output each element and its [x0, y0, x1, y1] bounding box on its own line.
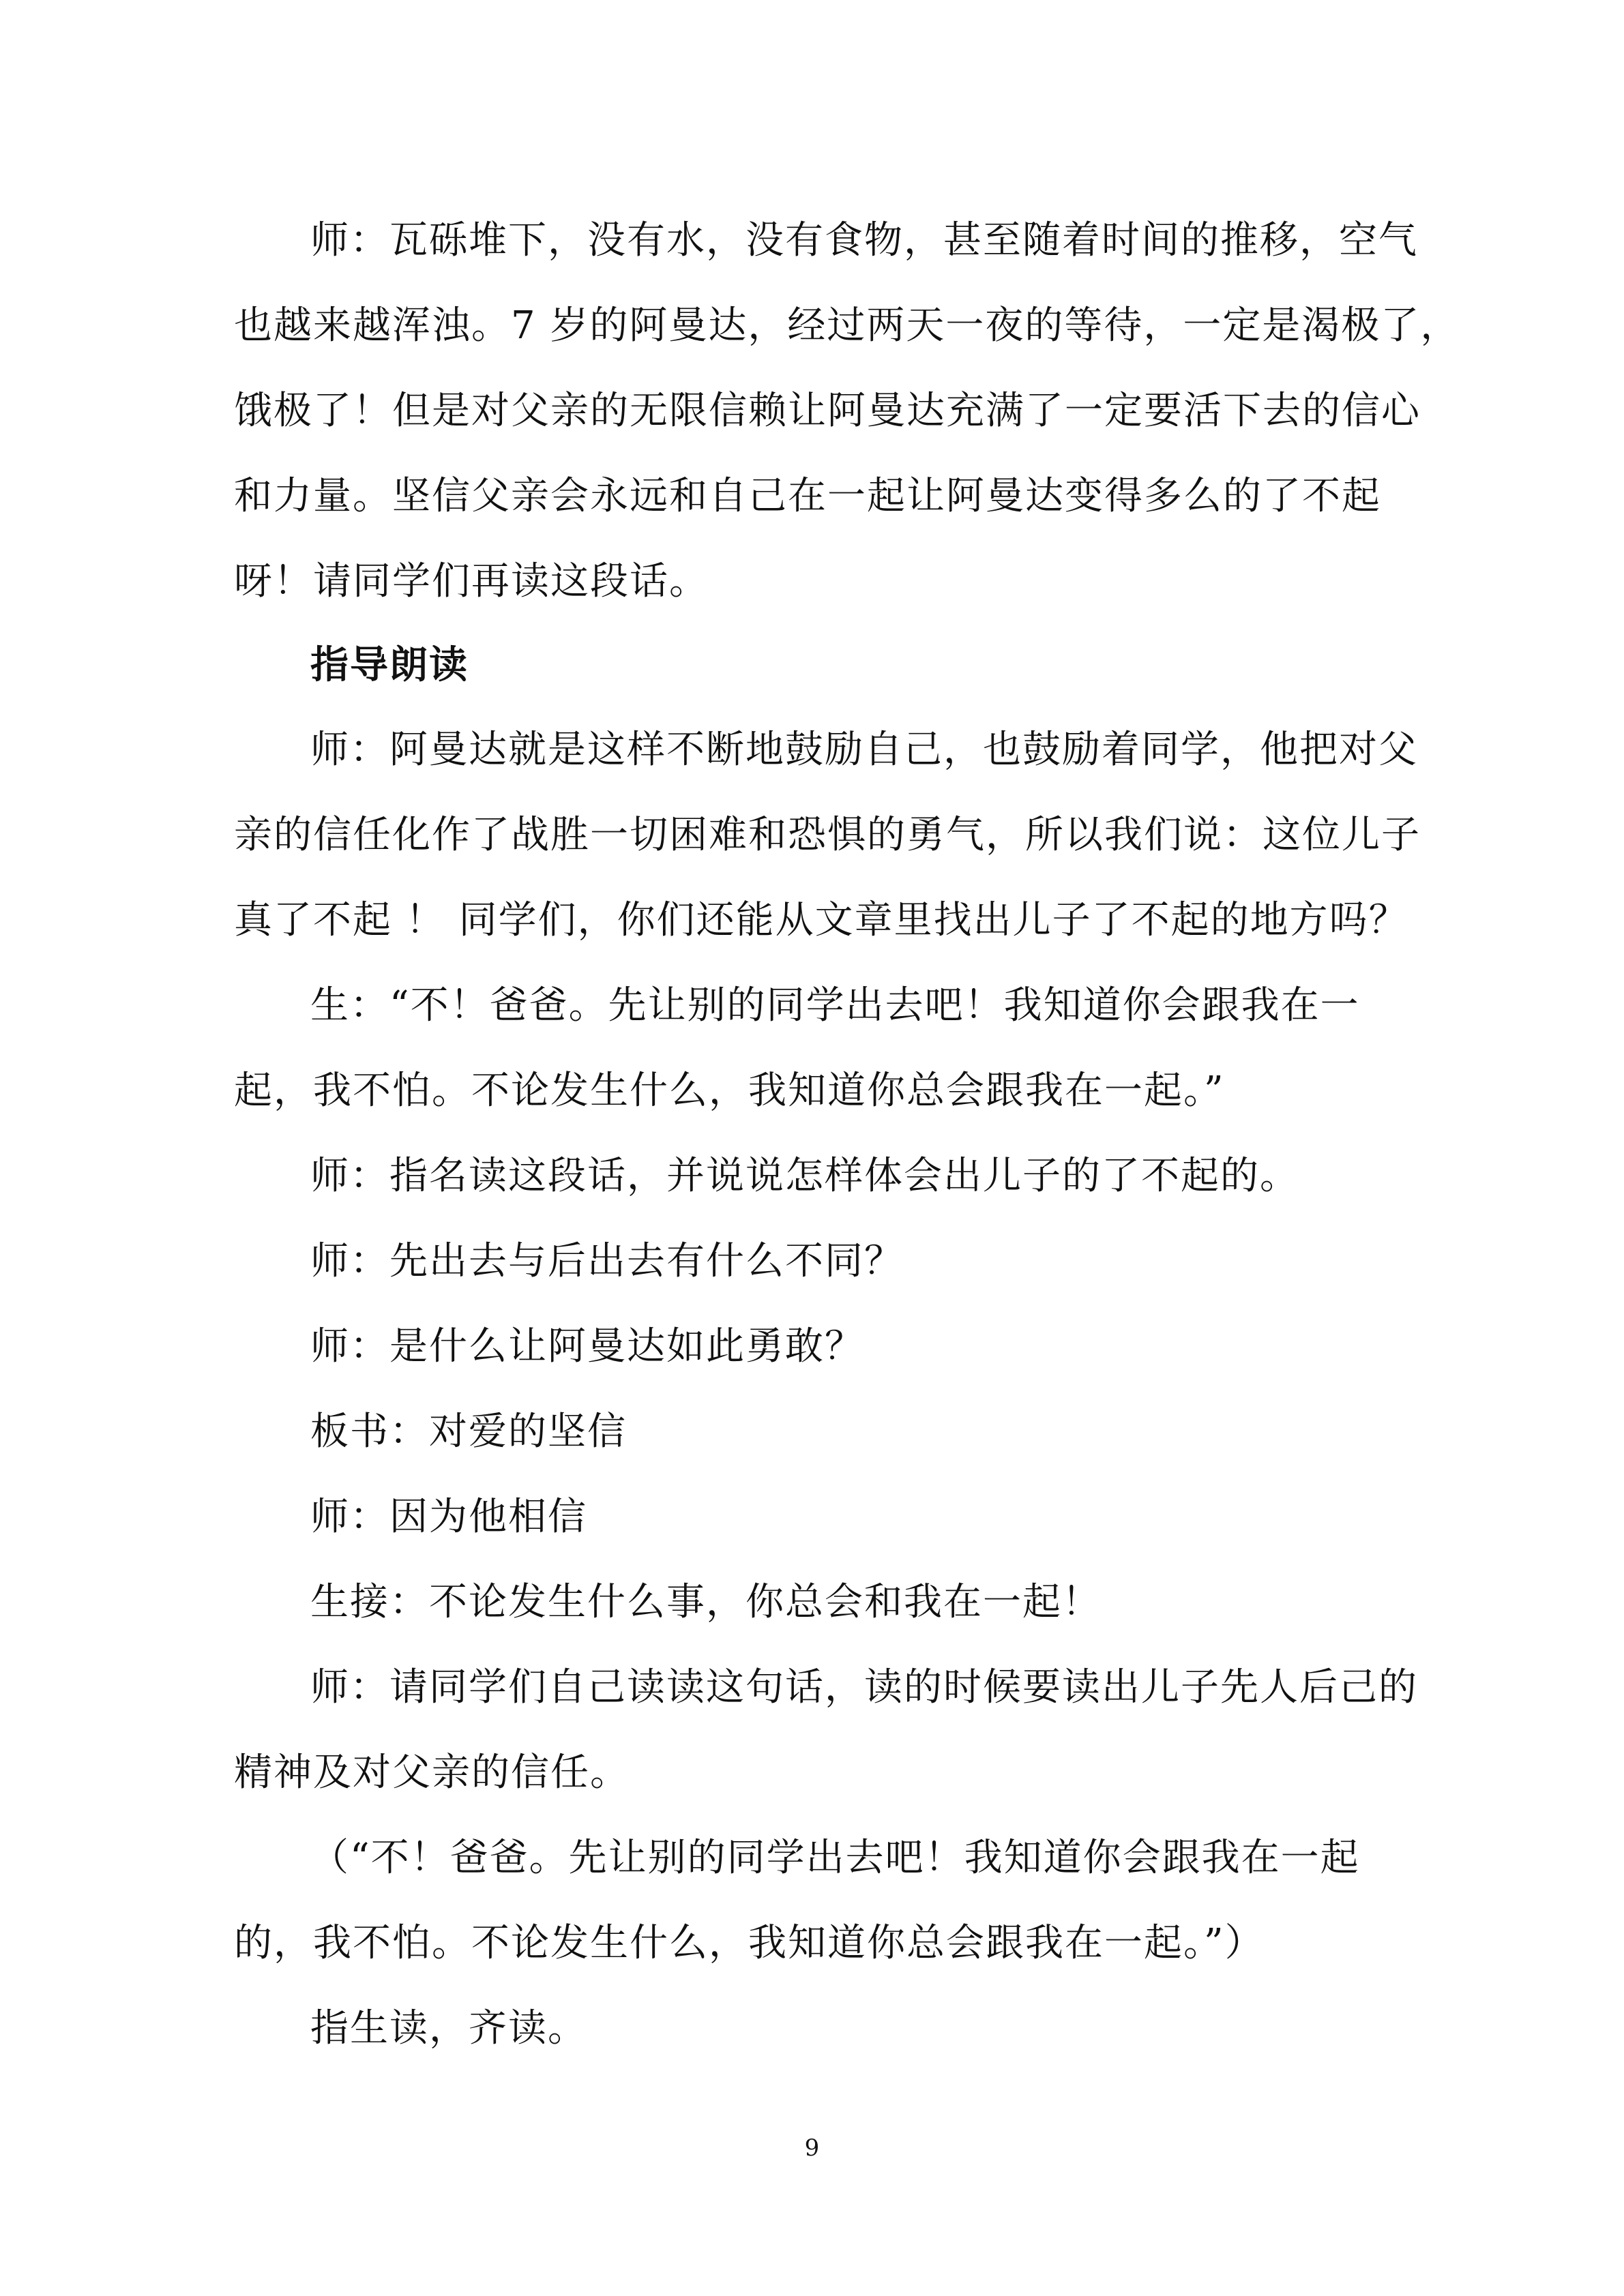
paragraph-line: 师：请同学们自己读读这句话，读的时候要读出儿子先人后己的: [310, 1665, 1418, 1710]
paragraph-line: 饿极了！但是对父亲的无限信赖让阿曼达充满了一定要活下去的信心: [234, 389, 1421, 433]
section-heading: 指导朗读: [310, 643, 469, 687]
paragraph-line: 也越来越浑浊。7 岁的阿曼达，经过两天一夜的等待，一定是渴极了，: [234, 303, 1460, 348]
paragraph-line: 师：因为他相信: [310, 1495, 587, 1539]
paragraph-line: 亲的信任化作了战胜一切困难和恐惧的勇气，所以我们说：这位儿子: [234, 813, 1421, 857]
paragraph-line: 精神及对父亲的信任。: [234, 1750, 630, 1795]
paragraph-line: （“不！爸爸。先让别的同学出去吧！我知道你会跟我在一起: [310, 1836, 1360, 1880]
page-number: 9: [804, 2134, 820, 2162]
paragraph-line: 师：先出去与后出去有什么不同？: [310, 1239, 904, 1283]
paragraph-line: 板书：对爱的坚信: [310, 1410, 627, 1454]
paragraph-line: 呀！请同学们再读这段话。: [234, 559, 709, 603]
paragraph-line: 师：指名读这段话，并说说怎样体会出儿子的了不起的。: [310, 1154, 1299, 1198]
paragraph-line: 师：是什么让阿曼达如此勇敢？: [310, 1324, 864, 1369]
paragraph-line: 生接：不论发生什么事，你总会和我在一起！: [310, 1580, 1102, 1624]
paragraph-line: 师：瓦砾堆下，没有水，没有食物，甚至随着时间的推移，空气: [310, 218, 1418, 263]
paragraph-line: 师：阿曼达就是这样不断地鼓励自己，也鼓励着同学，他把对父: [310, 728, 1418, 772]
paragraph-line: 的，我不怕。不论发生什么，我知道你总会跟我在一起。”）: [234, 1921, 1265, 1965]
paragraph-line: 生：“不！爸爸。先让别的同学出去吧！我知道你会跟我在一: [310, 983, 1360, 1028]
paragraph-line: 起，我不怕。不论发生什么，我知道你总会跟我在一起。”: [234, 1069, 1225, 1113]
paragraph-line: 真了不起 ！ 同学们，你们还能从文章里找出儿子了不起的地方吗？: [234, 898, 1408, 942]
paragraph-line: 指生读，齐读。: [310, 2006, 587, 2051]
paragraph-line: 和力量。坚信父亲会永远和自己在一起让阿曼达变得多么的了不起: [234, 474, 1381, 518]
